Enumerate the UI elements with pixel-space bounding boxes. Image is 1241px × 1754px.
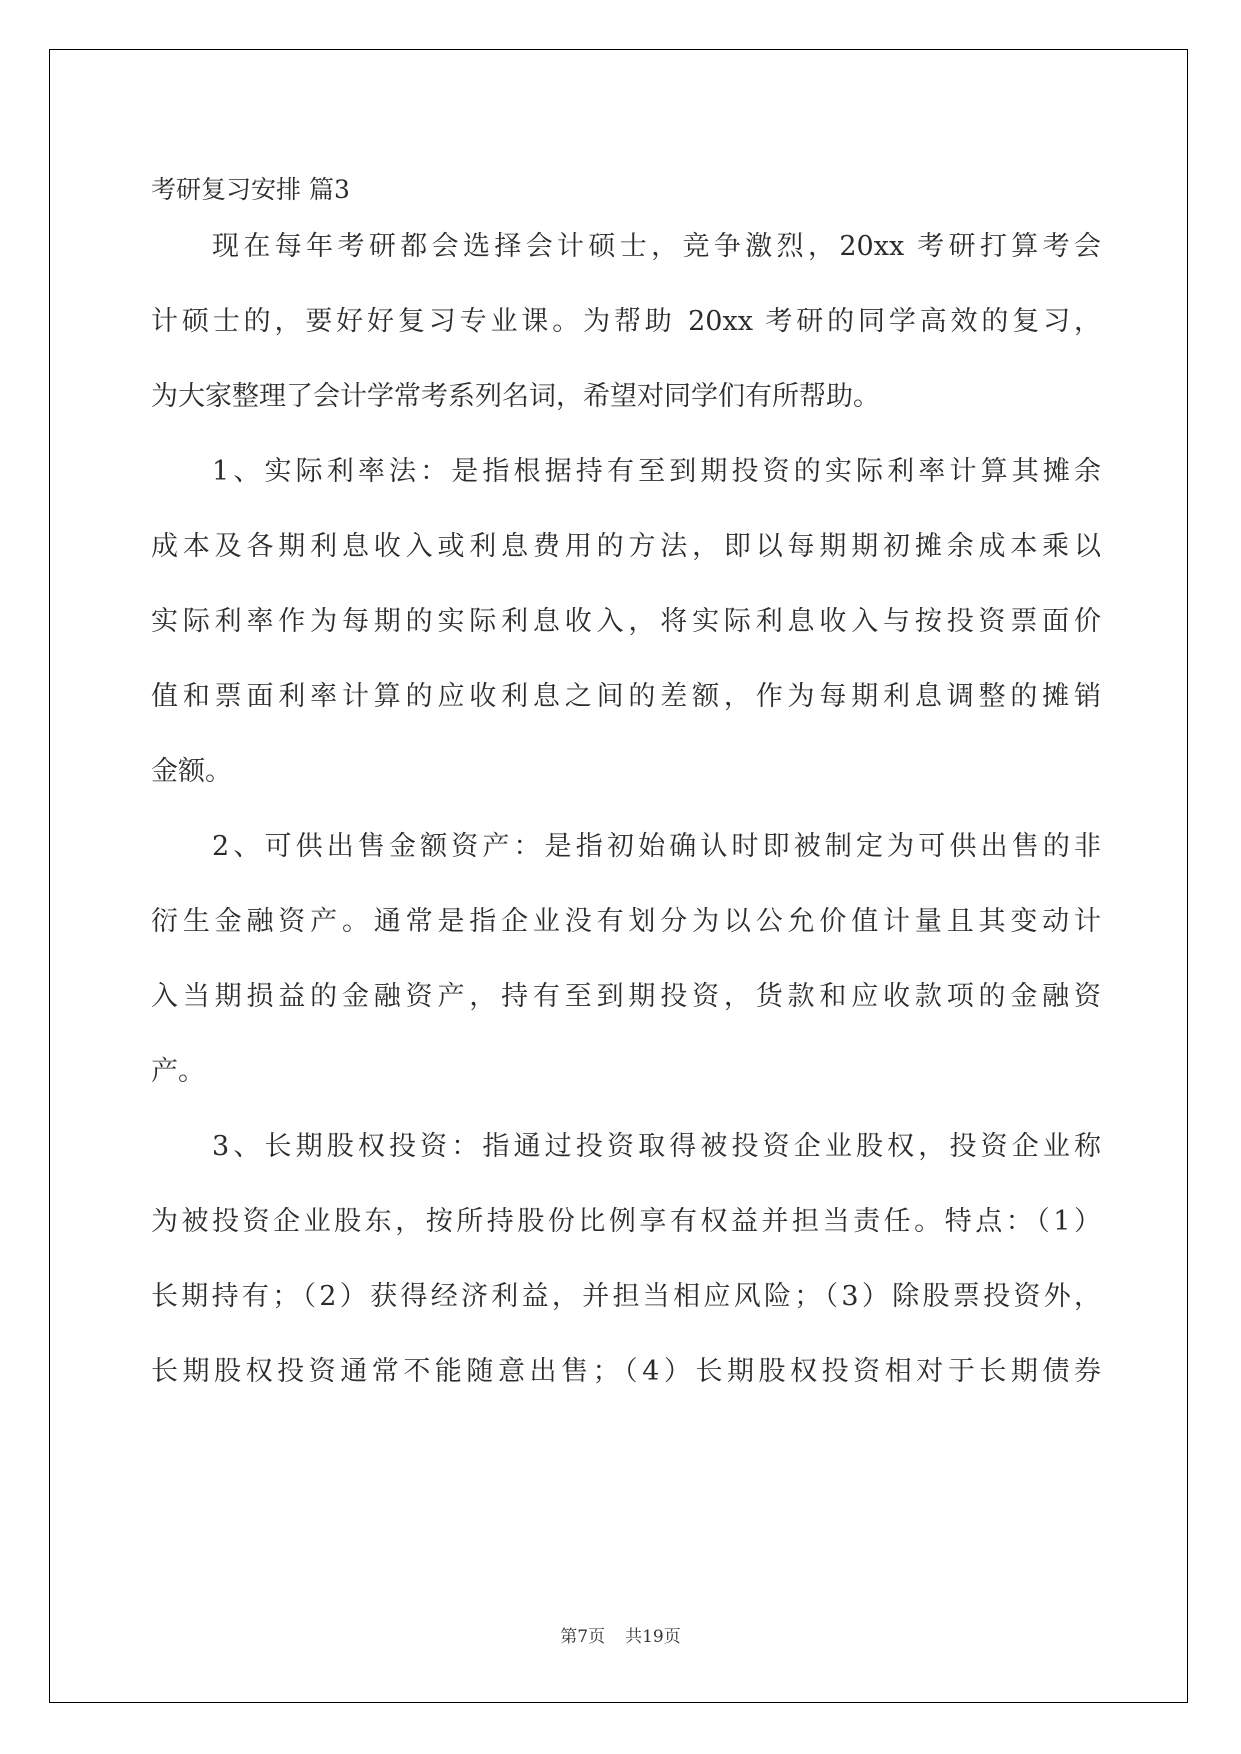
page-number-total: 共19页 [625, 1627, 681, 1647]
paragraph-line: 实际利率作为每期的实际利息收入，将实际利息收入与按投资票面价 [151, 606, 1101, 637]
paragraph-line: 1、实际利率法：是指根据持有至到期投资的实际利率计算其摊余 [212, 456, 1101, 487]
page-border [49, 49, 1188, 1703]
paragraph-line: 现在每年考研都会选择会计硕士，竞争激烈，20xx 考研打算考会 [212, 231, 1101, 262]
paragraph-line: 衍生金融资产。通常是指企业没有划分为以公允价值计量且其变动计 [151, 906, 1101, 937]
paragraph-line: 成本及各期利息收入或利息费用的方法，即以每期期初摊余成本乘以 [151, 531, 1101, 562]
paragraph-line: 为被投资企业股东，按所持股份比例享有权益并担当责任。特点：（1） [151, 1206, 1101, 1237]
document-title: 考研复习安排 篇3 [151, 175, 350, 204]
paragraph-line: 2、可供出售金额资产：是指初始确认时即被制定为可供出售的非 [212, 831, 1101, 862]
paragraph-line: 3、长期股权投资：指通过投资取得被投资企业股权，投资企业称 [212, 1131, 1101, 1162]
paragraph-line: 值和票面利率计算的应收利息之间的差额，作为每期利息调整的摊销 [151, 681, 1101, 712]
paragraph-line: 产。 [151, 1056, 205, 1087]
page-footer [0, 1622, 1241, 1647]
paragraph-line: 长期持有；（2）获得经济利益，并担当相应风险；（3）除股票投资外， [151, 1281, 1101, 1312]
paragraph-line: 入当期损益的金融资产，持有至到期投资，货款和应收款项的金融资 [151, 981, 1101, 1012]
paragraph-line: 为大家整理了会计学常考系列名词，希望对同学们有所帮助。 [151, 381, 880, 412]
page-number-current: 第7页 [560, 1627, 606, 1647]
paragraph-line: 长期股权投资通常不能随意出售；（4）长期股权投资相对于长期债券 [151, 1356, 1101, 1387]
paragraph-line: 计硕士的，要好好复习专业课。为帮助 20xx 考研的同学高效的复习， [151, 306, 1101, 337]
paragraph-line: 金额。 [151, 756, 232, 787]
